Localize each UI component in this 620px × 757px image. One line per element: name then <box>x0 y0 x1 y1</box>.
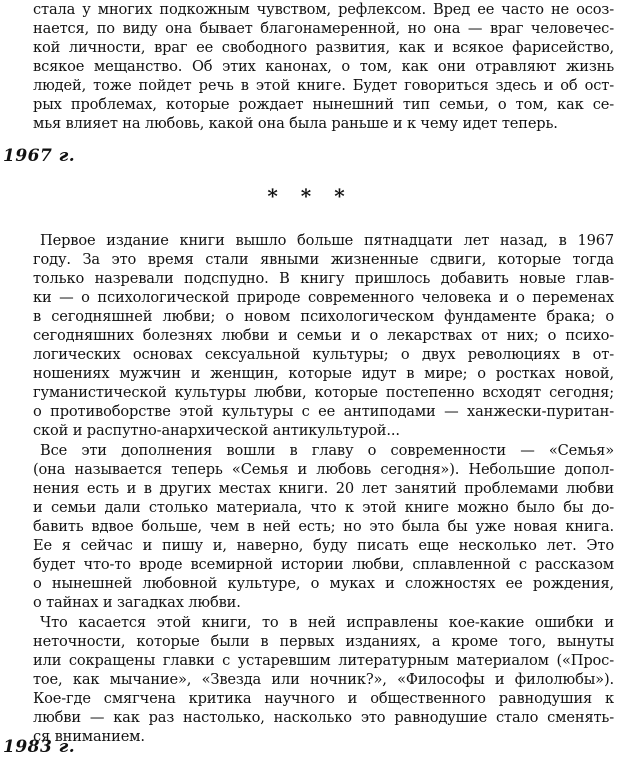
intro-line: всякое мещанство. Об этих канонах, о том, как они отравляют жизнь <box>33 58 614 75</box>
paragraph-1-line: ской и распутно-анархической антикультурой... <box>33 422 400 439</box>
paragraph-2-line: Ее я сейчас и пишу и, наверно, буду писать еще несколько лет. Это <box>33 537 614 554</box>
paragraph-1-line: гуманистической культуры любви, которые постепенно всходят сегодня; <box>33 384 614 401</box>
paragraph-1-line: Первое издание книги вышло больше пятнадцати лет назад, в 1967 <box>40 232 614 249</box>
paragraph-2-line: и семьи дали столько материала, что к этой книге можно было бы до- <box>33 499 614 516</box>
paragraph-1-line: о противоборстве этой культуры с ее антиподами — ханжески-пуритан- <box>33 403 614 420</box>
paragraph-2-line: бавить вдвое больше, чем в ней есть; но это была бы уже новая книга. <box>33 518 614 535</box>
paragraph-1-line: ношениях мужчин и женщин, которые идут в мире; о ростках новой, <box>33 365 614 382</box>
section-separator: * * * <box>267 184 353 208</box>
paragraph-2-line: нения есть и в других местах книги. 20 лет занятий проблемами любви <box>33 480 614 497</box>
intro-line: рых проблемах, которые рождает нынешний тип семьи, о том, как се- <box>33 96 614 113</box>
paragraph-1-line: году. За это время стали явными жизненные сдвиги, которые тогда <box>33 251 614 268</box>
date-1967: 1967 г. <box>3 146 76 166</box>
paragraph-2-line: будет что-то вроде всемирной истории любви, сплавленной с рассказом <box>33 556 614 573</box>
paragraph-3-line: любви — как раз настолько, насколько это равнодушие стало сменять- <box>33 709 614 726</box>
paragraph-3-line: неточности, которые были в первых изданиях, а кроме того, вынуты <box>33 633 614 650</box>
paragraph-1-line: в сегодняшней любви; о новом психологическом фундаменте брака; о <box>33 308 614 325</box>
paragraph-1-line: ки — о психологической природе современного человека и о переменах <box>33 289 614 306</box>
paragraph-1-line: логических основах сексуальной культуры; о двух революциях в от- <box>33 346 614 363</box>
paragraph-3-line: тое, как мычание», «Звезда или ночник?», «Философы и филолюбы»). <box>33 671 614 688</box>
intro-line: мья влияет на любовь, какой она была раньше и к чему идет теперь. <box>33 115 558 132</box>
paragraph-3-line: Что касается этой книги, то в ней исправлены кое-какие ошибки и <box>40 614 614 631</box>
paragraph-2-line: о тайнах и загадках любви. <box>33 594 241 611</box>
paragraph-2-line: о нынешней любовной культуре, о муках и сложностях ее рождения, <box>33 575 614 592</box>
paragraph-2-line: Все эти дополнения вошли в главу о современности — «Семья» <box>40 442 614 459</box>
paragraph-3-line: Кое-где смягчена критика научного и общественного равнодушия к <box>33 690 614 707</box>
paragraph-1-line: сегодняшних болезнях любви и семьи и о лекарствах от них; о психо- <box>33 327 614 344</box>
intro-line: кой личности, враг ее свободного развития, как и всякое фарисейство, <box>33 39 614 56</box>
paragraph-3-line: ся вниманием. <box>33 728 145 745</box>
paragraph-2-line: (она называется теперь «Семья и любовь сегодня»). Небольшие допол- <box>33 461 614 478</box>
date-1983: 1983 г. <box>3 737 76 757</box>
intro-line: стала у многих подкожным чувством, рефлексом. Вред ее часто не осоз- <box>33 1 614 18</box>
paragraph-3-line: или сокращены главки с устаревшим литературным материалом («Прос- <box>33 652 614 669</box>
intro-line: людей, тоже пойдет речь в этой книге. Будет говориться здесь и об ост- <box>33 77 614 94</box>
intro-line: нается, по виду она бывает благонамеренной, но она — враг человечес- <box>33 20 614 37</box>
paragraph-1-line: только назревали подспудно. В книгу пришлось добавить новые глав- <box>33 270 614 287</box>
